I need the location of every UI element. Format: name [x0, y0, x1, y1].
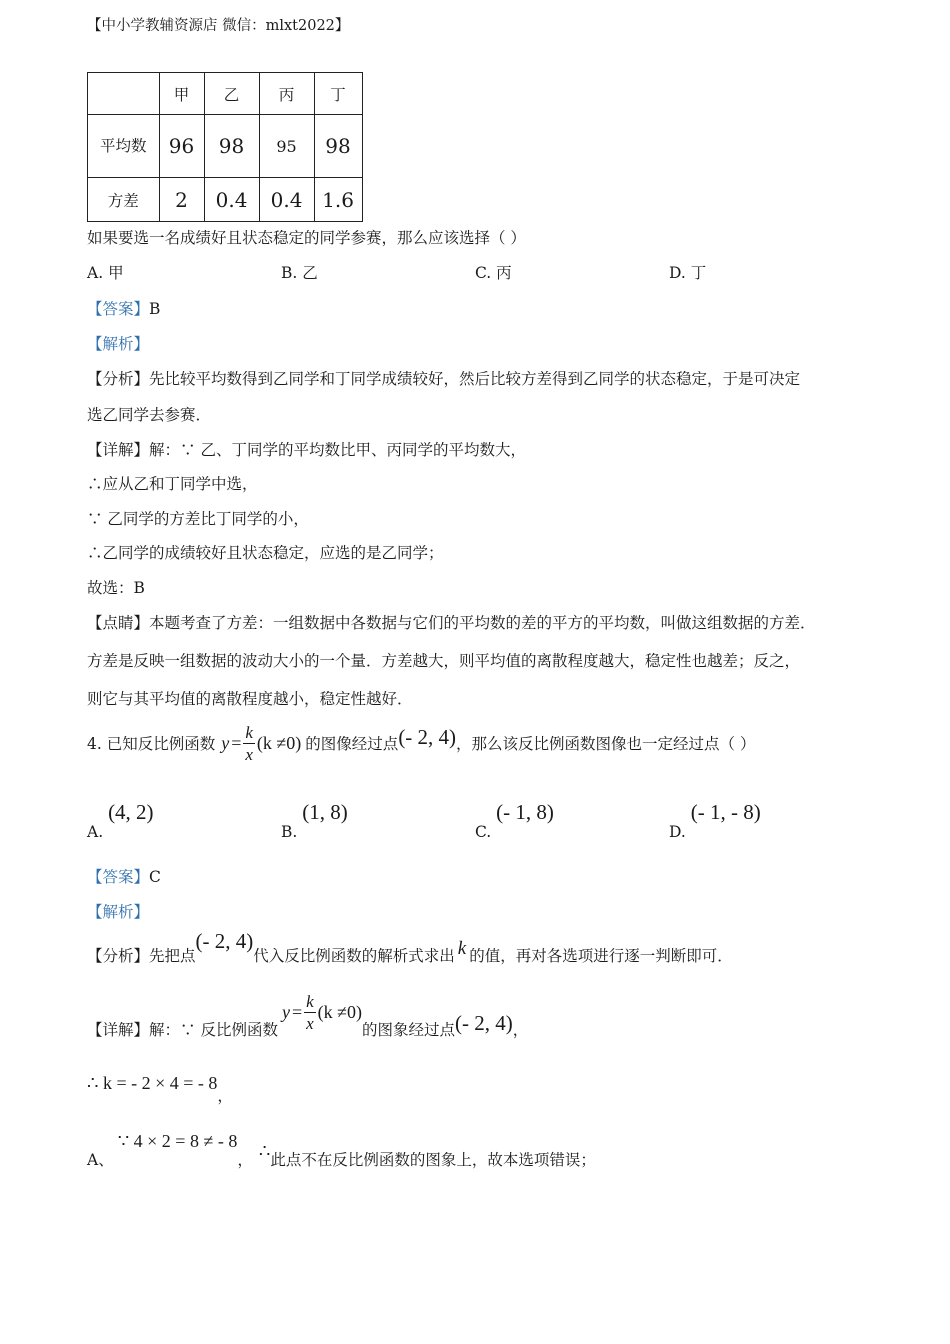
table-cell: 0.4 [204, 178, 259, 222]
q4-option-b [281, 800, 348, 841]
fn-numerator: k [306, 992, 314, 1011]
q3-option-a [87, 261, 124, 283]
option-text: 丙 [496, 264, 512, 282]
therefore-symbol: ∴ [258, 1141, 271, 1161]
row-label: 方差 [88, 178, 160, 222]
q3-question: 如果要选一名成绩好且状态稳定的同学参赛，那么应该选择（ ） [87, 229, 526, 247]
q4-option-d [669, 800, 761, 841]
q4-detail [87, 990, 528, 1040]
q3-detail-line: 故选：B [87, 579, 145, 597]
dianjing-tag: 【点睛】 [87, 614, 150, 632]
q4-option-c [475, 800, 554, 841]
stem-suffix: ，那么该反比例函数图像也一定经过点（ ） [456, 735, 756, 753]
table-header-row [88, 73, 363, 115]
table-header-cell [88, 73, 160, 115]
answer-value: B [149, 300, 161, 318]
option-letter: B. [281, 823, 298, 841]
table-cell: 98 [204, 115, 259, 178]
q3-detail-line [87, 438, 526, 460]
fn-y: y [221, 732, 230, 753]
option-letter: D. [669, 823, 686, 841]
detail-text-a: 解：∵ 反比例函数 [149, 1021, 278, 1039]
fenxi-point: (- 2, 4) [195, 929, 254, 953]
table-row [88, 115, 363, 178]
q3-dianjing-line: 则它与其平均值的离散程度越小，稳定性越好． [87, 690, 413, 708]
option-letter: D. [669, 264, 686, 282]
option-text: (1, 8) [302, 800, 348, 824]
q4-answer [87, 865, 161, 887]
fenxi-tag: 【分析】 [87, 370, 150, 388]
table-header-cell: 乙 [204, 73, 259, 115]
q3-option-c [475, 261, 512, 283]
q3-fenxi-line1 [87, 367, 800, 389]
table-cell: 96 [159, 115, 204, 178]
fenxi-text: 先比较平均数得到乙同学和丁同学成绩较好，然后比较方差得到乙同学的状态稳定，于是可决定 [149, 370, 801, 388]
dianjing-text: 本题考查了方差：一组数据中各数据与它们的平均数的差的平方的平均数，叫做这组数据的方差． [149, 614, 816, 632]
option-text: (4, 2) [108, 800, 154, 824]
fraction-k-over-x [304, 993, 316, 1032]
option-letter: A. [87, 823, 104, 841]
q3-option-b [281, 261, 318, 283]
option-text: (- 1, 8) [496, 800, 554, 824]
q3-detail-line: ∴乙同学的成绩较好且状态稳定，应选的是乙同学； [87, 544, 444, 562]
q4-stem [87, 718, 755, 768]
fraction-k-over-x [243, 724, 255, 763]
table-cell: 95 [259, 115, 314, 178]
stem-mid: 的图像经过点 [305, 735, 399, 753]
fn-denominator: x [306, 1014, 314, 1033]
k-line-end: ， [217, 1087, 233, 1105]
q4-k-line [87, 1072, 233, 1105]
option-letter: C. [475, 264, 492, 282]
q3-option-d [669, 261, 706, 283]
stats-table [87, 72, 363, 222]
q4-option-a-check [87, 1130, 596, 1170]
fn-eq: = [291, 1002, 303, 1022]
detail-point: (- 2, 4) [455, 1011, 513, 1035]
table-cell: 1.6 [314, 178, 362, 222]
table-cell: 98 [314, 115, 362, 178]
detail-text-b: 的图象经过点 [362, 1021, 456, 1039]
fn-condition: (k ≠0) [317, 1002, 363, 1022]
q3-analysis-tag: 【解析】 [87, 335, 150, 353]
fenxi-tag: 【分析】 [87, 947, 150, 965]
opt-a-text: 此点不在反比例函数的图象上，故本选项错误； [270, 1151, 596, 1169]
header-watermark: 【中小学教辅资源店 微信：mlxt2022】 [87, 18, 350, 34]
table-cell: 2 [159, 178, 204, 222]
detail-text-c: ， [512, 1021, 529, 1039]
fenxi-k: k [457, 938, 467, 959]
fn-eq: = [231, 732, 242, 753]
q4-analysis-tag: 【解析】 [87, 903, 150, 921]
q3-detail-line: ∴应从乙和丁同学中选， [87, 475, 258, 493]
q3-detail-line: ∵ 乙同学的方差比丁同学的小， [87, 510, 309, 528]
q3-dianjing-line: 方差是反映一组数据的波动大小的一个量．方差越大，则平均值的离散程度越大，稳定性也越差；反之， [87, 652, 801, 670]
table-header-cell: 甲 [159, 73, 204, 115]
opt-a-label: A、 [87, 1151, 114, 1169]
answer-tag: 【答案】 [87, 868, 150, 886]
detail-function [282, 993, 362, 1032]
table-header-cell: 丁 [314, 73, 362, 115]
option-text: 甲 [108, 264, 124, 282]
answer-value: C [149, 868, 161, 886]
opt-a-sep: ， [237, 1151, 253, 1169]
answer-tag: 【答案】 [87, 300, 150, 318]
detail-tag: 【详解】 [87, 1021, 150, 1039]
table-cell: 0.4 [259, 178, 314, 222]
fenxi-text-c: 的值，再对各选项进行逐一判断即可． [469, 947, 733, 965]
option-letter: B. [281, 264, 298, 282]
fenxi-text-b: 代入反比例函数的解析式求出 [253, 947, 455, 965]
fenxi-text-a: 先把点 [149, 947, 196, 965]
q3-dianjing-line [87, 611, 816, 633]
option-text: (- 1, - 8) [690, 800, 761, 824]
table-header-cell: 丙 [259, 73, 314, 115]
table-row [88, 178, 363, 222]
fn-numerator: k [245, 722, 253, 742]
row-label: 平均数 [88, 115, 160, 178]
fn-y: y [281, 1002, 290, 1022]
q4-option-a [87, 800, 154, 841]
option-letter: C. [475, 823, 492, 841]
k-equation: ∴ k = - 2 × 4 = - 8 [87, 1073, 218, 1093]
detail-text: 解：∵ 乙、丁同学的平均数比甲、丙同学的平均数大， [149, 441, 526, 459]
option-text: 乙 [302, 264, 318, 282]
q3-answer [87, 297, 160, 319]
option-letter: A. [87, 264, 104, 282]
opt-a-math: ∵ 4 × 2 = 8 ≠ - 8 [117, 1131, 238, 1151]
fn-condition: (k ≠0) [256, 732, 302, 753]
stem-point: (- 2, 4) [398, 724, 457, 749]
fn-denominator: x [245, 744, 253, 764]
stem-prefix: 4. 已知反比例函数 [87, 735, 216, 753]
option-text: 丁 [690, 264, 707, 282]
detail-tag: 【详解】 [87, 441, 150, 459]
q4-fenxi [87, 929, 733, 966]
q3-fenxi-line2: 选乙同学去参赛． [87, 406, 212, 424]
